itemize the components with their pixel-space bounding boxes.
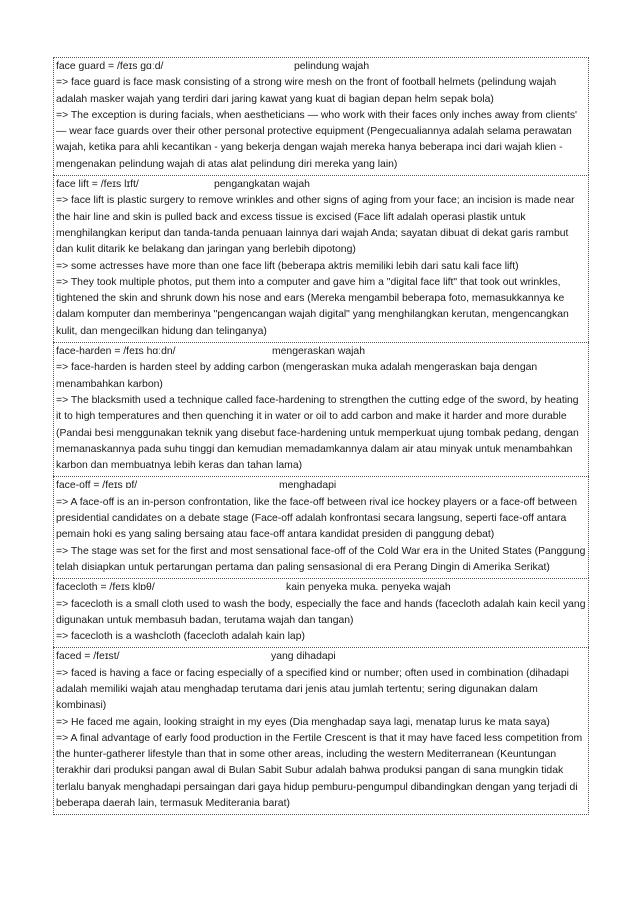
entry-term: face lift = /feɪs lɪft/: [56, 179, 139, 191]
entry-face-guard: [53, 57, 589, 175]
entry-line: => A final advantage of early food production in the Fertile Crescent is that it may have faced less competition from the hunter-gatherer lifestyle than that in some other areas, including the western Mediterranean (Keuntungan terakhir dari produksi pangan awal di Bulan Sabit Subur adalah bahwa produksi pangan di sana mungkin tidak terlalu banyak menghadapi persaingan dari gaya hidup pemburu-pengumpul dibandingkan dengan yang terjadi di beberapa daerah lain, termasuk Mediterania barat): [56, 732, 583, 810]
entry-header: [56, 59, 586, 75]
entry-line: => The exception is during facials, when aestheticians — who work with their faces only inches away from clients' — wear face guards over their other personal protective equipment (Pengecualiannya adalah selama perawatan wajah, ketika para ahli kecantikan - yang bekerja dengan wajah mereka hanya beberapa inci dari wajah klien - mengenakan pelindung wajah di atas alat pelindung diri mereka yang lain): [56, 109, 577, 170]
entry-term: faced = /feɪst/: [56, 651, 120, 663]
entry-translation: pengangkatan wajah: [214, 179, 310, 191]
entry-line: => facecloth is a small cloth used to wash the body, especially the face and hands (facecloth adalah kain kecil yang digunakan untuk membasuh badan, terutama wajah dan tangan): [56, 598, 586, 626]
entry-line: => some actresses have more than one face lift (beberapa aktris memiliki lebih dari satu kali face lift): [56, 260, 519, 272]
entry-term: face-harden = /feɪs hɑːdn/: [56, 346, 176, 358]
entry-header: [56, 478, 586, 494]
entry-line: => The blacksmith used a technique called face-hardening to strengthen the cutting edge of the sword, by heating it to high temperatures and then quenching it in water or oil to add carbon and make it harder and more durable (Pandai besi menggunakan teknik yang disebut face-hardening untuk memperkuat ujung tombak pedang, dengan memanaskannya pada suhu tinggi dan kemudian memadamkannya dalam air atau minyak untuk menambahkan karbon dan membuatnya lebih keras dan tahan lama): [56, 394, 579, 472]
entry-line: => face-harden is harden steel by adding carbon (mengeraskan muka adalah mengeraskan baja dengan menambahkan karbon): [56, 362, 538, 390]
entry-line: => facecloth is a washcloth (facecloth adalah kain lap): [56, 631, 305, 643]
entry-line: => He faced me again, looking straight in my eyes (Dia menghadap saya lagi, menatap lurus ke mata saya): [56, 716, 550, 728]
entry-term: face guard = /feɪs ɡɑːd/: [56, 61, 164, 72]
entry-header: [56, 177, 586, 193]
entry-translation: menghadapi: [279, 480, 337, 492]
entry-faced: [53, 647, 589, 815]
entry-facecloth: [53, 578, 589, 647]
entry-translation: yang dihadapi: [271, 651, 336, 663]
entry-translation: pelindung wajah: [294, 61, 370, 72]
entry-term: face-off = /feɪs ɒf/: [56, 480, 138, 492]
entry-line: => faced is having a face or facing especially of a specified kind or number; often used in combination (dihadapi adalah memiliki wajah atau menghadap terutama dari jenis atau jumlah tertentu; sering digunakan dalam kombinasi): [56, 667, 569, 712]
entry-line: => face guard is face mask consisting of a strong wire mesh on the front of football helmets (pelindung wajah adalah masker wajah yang terdiri dari jaring kawat yang kuat di bagian depan helm sepak bola): [56, 77, 557, 105]
entry-line: => They took multiple photos, put them into a computer and gave him a "digital face lift" that took out wrinkles, tightened the skin and shrunk down his nose and ears (Mereka mengambil beberapa foto, memasukkannya ke dalam komputer dan memberinya "pengencangan wajah digital" yang menghilangkan kerutan, mengencangkan kulit, dan mengecilkan hidung dan telinganya): [56, 276, 569, 337]
entry-face-lift: [53, 175, 589, 342]
entry-header: [56, 649, 586, 665]
entry-line: => The stage was set for the first and most sensational face-off of the Cold War era in the United States (Panggung telah disiapkan untuk pertarungan pertama dan paling sensasional di era Perang Dingin di Amerika Serikat): [56, 545, 586, 573]
entry-term: facecloth = /feɪs klɒθ/: [56, 582, 155, 594]
entry-header: [56, 580, 586, 596]
entry-header: [56, 344, 586, 360]
dictionary-document: [53, 57, 589, 815]
entry-line: => face lift is plastic surgery to remove wrinkles and other signs of aging from your face; an incision is made near the hair line and skin is pulled back and excess tissue is excised (Face lift adalah operasi plastik untuk menghilangkan keriput dan tanda-tanda penuaan lainnya dari wajah Anda; sayatan dibuat di dekat garis rambut dan kulit ditarik ke belakang dan jaringan yang berlebih dipotong): [56, 195, 575, 256]
entry-line: => A face-off is an in-person confrontation, like the face-off between rival ice hockey players or a face-off between presidential candidates on a debate stage (Face-off adalah konfrontasi secara langsung, seperti face-off antara pemain hoki es yang saling bersaing atau face-off antara kandidat presiden di panggung debat): [56, 496, 577, 541]
entry-face-off: [53, 476, 589, 578]
entry-translation: kain penyeka muka. penyeka wajah: [286, 582, 451, 594]
entry-translation: mengeraskan wajah: [272, 346, 365, 358]
entry-face-harden: [53, 342, 589, 476]
